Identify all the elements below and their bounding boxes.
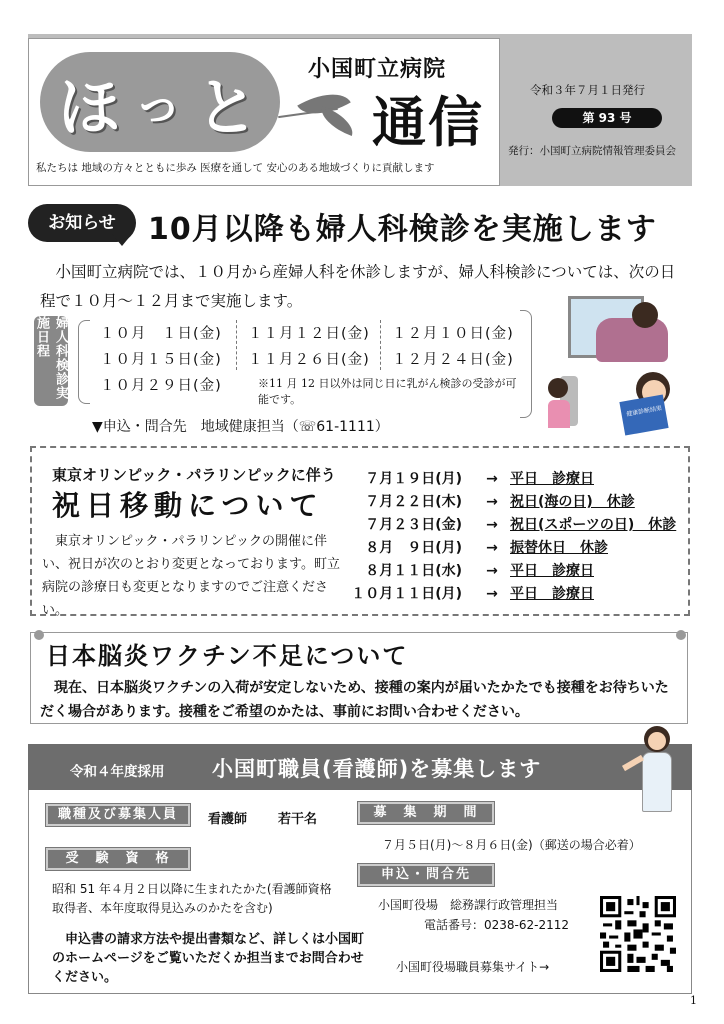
holiday-date: ８月１１日(水) (365, 563, 462, 579)
job-label: 職種及び募集人員 (46, 804, 190, 826)
exam-date: １０月 １日(金) (100, 326, 222, 342)
arrow-icon: → (486, 494, 498, 510)
exam-date: １２月１０日(金) (392, 326, 514, 342)
holiday-status: 平日 診療日 (510, 563, 594, 579)
page-number: 1 (690, 994, 697, 1007)
arrow-icon: → (486, 540, 498, 556)
holiday-date: ７月２３日(金) (365, 517, 462, 533)
left-bracket (78, 320, 90, 404)
issue-number: 第 93 号 (552, 108, 662, 128)
holiday-date: １０月１１日(月) (351, 586, 462, 602)
nurse-staff-body-icon (642, 752, 672, 812)
holiday-row (344, 537, 608, 557)
holiday-row (344, 583, 594, 603)
holiday-status: 祝日(スポーツの日) 休診 (510, 517, 677, 533)
qualification-value: 昭和 51 年４月２日以降に生まれたかた(看護師資格取得者、本年度取得見込みのかたを含む) (52, 882, 332, 915)
job-count: 若干名 (278, 812, 318, 827)
recruit-year: 令和４年度採用 (70, 764, 165, 780)
holiday-status: 平日 診療日 (510, 471, 594, 487)
holiday-title-small: 東京オリンピック・パラリンピックに伴う (52, 466, 336, 484)
exam-date: １０月１５日(金) (100, 352, 222, 368)
book-label: 健康診断結果 (625, 404, 663, 419)
recruit-site-link[interactable]: 小国町役場職員募集サイト→ (396, 960, 550, 974)
holiday-status: 祝日(海の日) 休診 (510, 494, 635, 510)
vaccine-body: 現在、日本脳炎ワクチンの入荷が安定しないため、接種の案内が届いたかたでも接種をお待ちいただく場合があります。接種をご希望のかたは、事前にお問い合わせください。 (40, 680, 669, 720)
holiday-date: ７月２２日(木) (365, 494, 462, 510)
nurse-illustration-icon (548, 378, 568, 398)
pin-icon (34, 630, 44, 640)
publisher: 発行：小国町立病院情報管理委員会 (508, 145, 676, 157)
notice-badge: お知らせ (28, 204, 136, 242)
arrow-icon: → (486, 586, 498, 602)
period-label: 募 集 期 間 (358, 802, 494, 824)
exam-date: １０月２９日(金) (100, 378, 222, 394)
apply-label: 申込・問合先 (358, 864, 494, 886)
vaccine-title: 日本脳炎ワクチン不足について (46, 642, 409, 670)
patient-illustration-icon (632, 302, 658, 328)
apply-office: 小国町役場 総務課行政管理担当 (378, 898, 559, 912)
newsletter-title: 通信 (372, 91, 484, 154)
hospital-name: 小国町立病院 (308, 57, 447, 82)
motto: 私たちは 地域の方々とともに歩み 医療を通して 安心のある地域づくりに貢献します (36, 162, 435, 174)
pin-icon (676, 630, 686, 640)
holiday-date: ７月１９日(月) (365, 471, 462, 487)
exam-chair-illustration-icon (596, 318, 668, 362)
badge-tail (112, 234, 132, 246)
request-text: 申込書の請求方法や提出書類など、詳しくは小国町のホームページをご覧いただくか担当までお問合わせください。 (52, 932, 365, 985)
holiday-status: 振替休日 休診 (510, 540, 608, 556)
exam-date: １１月１２日(金) (248, 326, 370, 342)
holiday-title: 祝日移動について (52, 489, 324, 522)
holiday-row (344, 560, 594, 580)
logo-char-3: と (196, 71, 259, 144)
holiday-date: ８月 ９日(月) (365, 540, 462, 556)
qr-code-icon[interactable] (600, 896, 676, 972)
nurse-body-icon (548, 400, 570, 428)
arrow-icon: → (486, 517, 498, 533)
logo-char-2: っ (134, 77, 183, 133)
arrow-icon: → (486, 563, 498, 579)
holiday-body: 東京オリンピック・パラリンピックの開催に伴い、祝日が次のとおり変更となっております。町立病院の診療日も変更となりますのでご注意ください。 (42, 534, 340, 618)
notice-title: 10月以降も婦人科検診を実施します (148, 212, 657, 247)
holiday-row (344, 514, 676, 534)
schedule-label: 婦人科検診実施日程 (34, 316, 68, 406)
issue-date: 令和３年７月１日発行 (530, 83, 645, 97)
logo-char-1: ほ (58, 71, 121, 144)
qualification-label: 受 験 資 格 (46, 848, 190, 870)
notice-body: 小国町立病院では、１０月から産婦人科を休診しますが、婦人科検診については、次の日程で１０月〜１２月まで実施します。 (40, 263, 676, 310)
exam-date: １２月２４日(金) (392, 352, 514, 368)
arrow-icon: → (486, 471, 498, 487)
holiday-status: 平日 診療日 (510, 586, 594, 602)
job-value: 看護師 (208, 812, 248, 827)
exam-date: １１月２６日(金) (248, 352, 370, 368)
recruit-title: 小国町職員(看護師)を募集します (212, 757, 542, 781)
holiday-row (344, 468, 594, 488)
nurse-staff-face-icon (648, 732, 666, 750)
column-divider (380, 320, 381, 370)
period-value: ７月５日(月)〜８月６日(金)（郵送の場合必着） (382, 838, 641, 852)
exam-note: ※11 月 12 日以外は同じ日に乳がん検診の受診が可能です。 (258, 377, 517, 406)
notice-contact: ▼申込・問合先 地域健康担当（☏61-1111） (92, 419, 389, 435)
column-divider (236, 320, 237, 370)
apply-phone: 電話番号：0238-62-2112 (424, 918, 570, 932)
holiday-row (344, 491, 635, 511)
